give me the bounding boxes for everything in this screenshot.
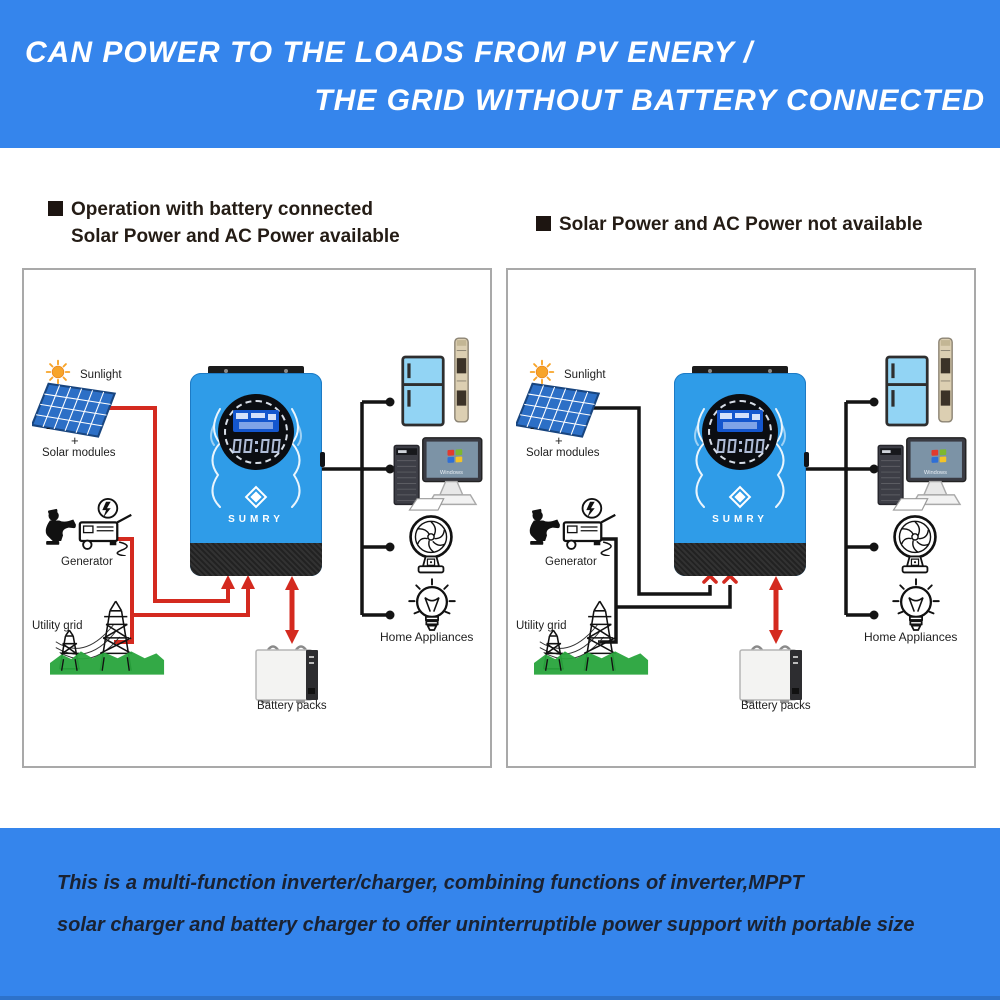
polarity-plus-label: +: [555, 433, 563, 448]
inverter-brand: SUMRY: [712, 514, 768, 525]
inverter-heatsink: [190, 543, 322, 576]
refrigerator-icon: [884, 354, 930, 428]
top-banner-line2: THE GRID WITHOUT BATTERY CONNECTED: [314, 84, 985, 117]
inverter-body: [674, 373, 806, 576]
generator-label: Generator: [545, 556, 597, 568]
air-conditioner-icon: [936, 334, 955, 426]
inverter-brand: SUMRY: [228, 514, 284, 525]
generator-label: Generator: [61, 556, 113, 568]
inverter-side-switch: [804, 452, 809, 467]
sunlight-label: Sunlight: [80, 369, 122, 381]
bottom-banner-line2: solar charger and battery charger to offer uninterruptible power support with portable size: [57, 914, 915, 936]
heading-no-power: [536, 211, 923, 238]
inverter-heatsink: [674, 543, 806, 576]
battery-packs-label: Battery packs: [741, 700, 811, 712]
computer-icon: [390, 434, 486, 512]
polarity-minus-label: -: [46, 420, 51, 435]
bullet-square-icon: [48, 201, 63, 216]
inverter-lcd-screen: [233, 410, 279, 432]
computer-icon: [874, 434, 970, 512]
inverter-body: [190, 373, 322, 576]
utility-grid-icon: [50, 592, 166, 678]
heading-left-line1: Operation with battery connected: [71, 199, 373, 220]
refrigerator-icon: [400, 354, 446, 428]
battery-pack-icon: [736, 642, 808, 706]
polarity-minus-label: -: [530, 420, 535, 435]
generator-icon: [524, 498, 628, 556]
home-appliances-label: Home Appliances: [864, 630, 958, 644]
sunlight-label: Sunlight: [564, 369, 606, 381]
inverter-device: [674, 366, 806, 576]
utility-grid-label: Utility grid: [516, 620, 567, 632]
fan-icon: [404, 512, 458, 576]
solar-modules-label: Solar modules: [42, 447, 116, 459]
battery-packs-label: Battery packs: [257, 700, 327, 712]
polarity-plus-label: +: [71, 433, 79, 448]
diagram-panel-battery-connected: [22, 268, 492, 768]
solar-panel-icon: [32, 382, 118, 440]
heading-left-line2: Solar Power and AC Power available: [71, 226, 400, 247]
generator-icon: [40, 498, 144, 556]
inverter-digits: [702, 439, 778, 453]
bullet-square-icon: [536, 216, 551, 231]
bottom-banner: [0, 828, 1000, 1000]
air-conditioner-icon: [452, 334, 471, 426]
heading-battery-connected: [48, 196, 400, 250]
inverter-display: [218, 394, 294, 470]
utility-grid-icon: [534, 592, 650, 678]
top-banner-line1: CAN POWER TO THE LOADS FROM PV ENERY /: [25, 36, 754, 69]
inverter-device: [190, 366, 322, 576]
bottom-banner-line1: This is a multi-function inverter/charger, combining functions of inverter,MPPT: [57, 872, 804, 894]
inverter-display: [702, 394, 778, 470]
fan-icon: [888, 512, 942, 576]
solar-panel-icon: [516, 382, 602, 440]
heading-right-line1: Solar Power and AC Power not available: [559, 214, 923, 235]
diagram-panel-no-power: [506, 268, 976, 768]
battery-pack-icon: [252, 642, 324, 706]
utility-grid-label: Utility grid: [32, 620, 83, 632]
inverter-side-switch: [320, 452, 325, 467]
home-appliances-label: Home Appliances: [380, 630, 474, 644]
solar-modules-label: Solar modules: [526, 447, 600, 459]
top-banner: [0, 0, 1000, 148]
inverter-digits: [218, 439, 294, 453]
inverter-lcd-screen: [717, 410, 763, 432]
